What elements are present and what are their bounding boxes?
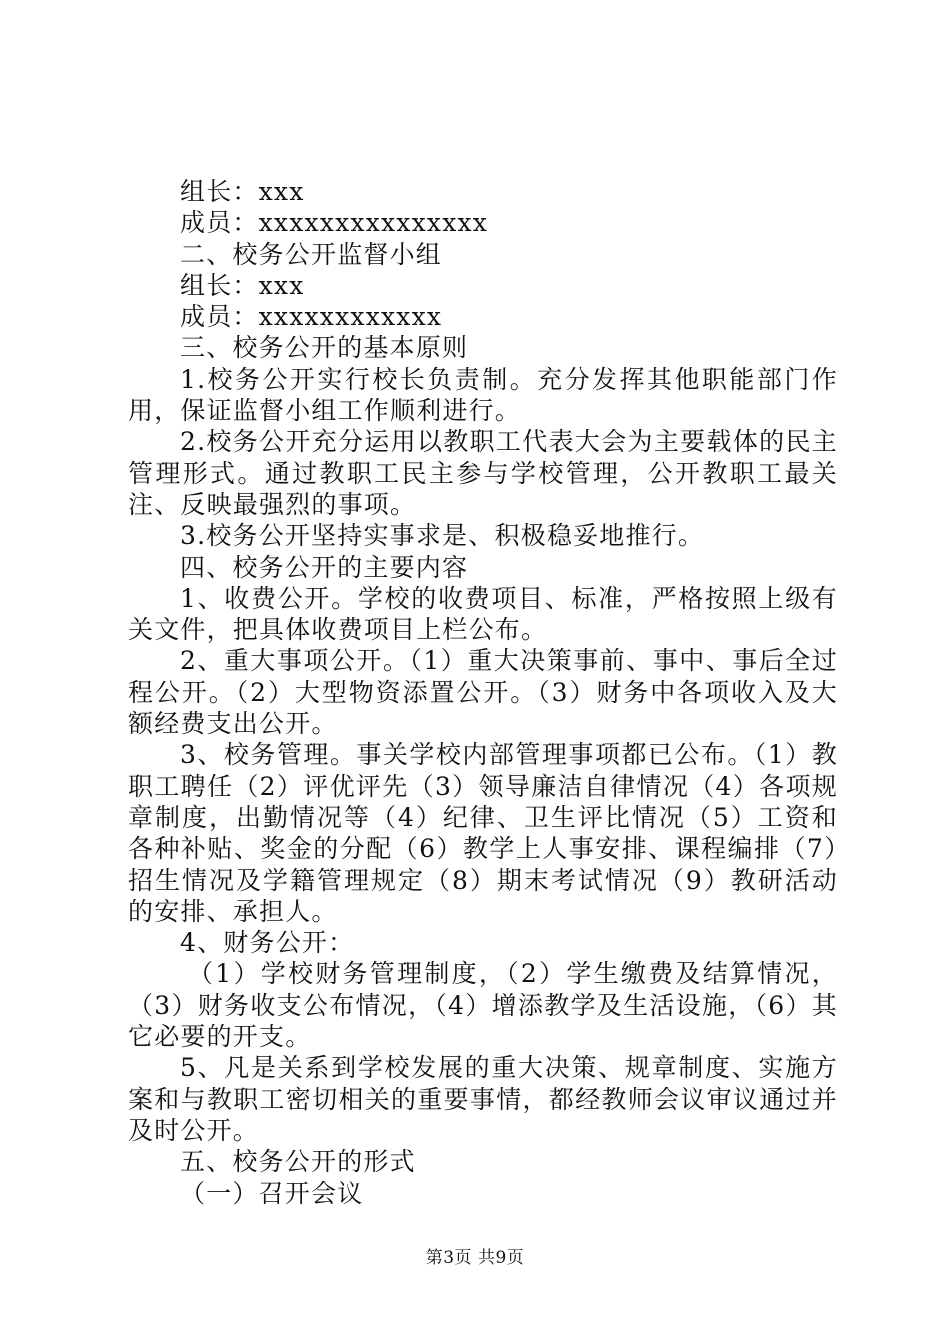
section-heading-4: 四、校务公开的主要内容 <box>180 552 469 582</box>
content-item-2: 2、重大事项公开。（1）重大决策事前、事中、事后全过程公开。（2）大型物资添置公开。（3）财务中各项收入及大额经费支出公开。 <box>128 646 838 739</box>
supervision-members-line: 成员：xxxxxxxxxxxx <box>180 302 443 332</box>
subsection-heading-1: （一）召开会议 <box>180 1178 364 1208</box>
section-heading-5: 五、校务公开的形式 <box>180 1147 416 1177</box>
document-body <box>128 176 838 1209</box>
content-item-5: 5、凡是关系到学校发展的重大决策、规章制度、实施方案和与教职工密切相关的重要事情，都经教师会议审议通过并及时公开。 <box>128 1053 838 1145</box>
section-heading-3: 三、校务公开的基本原则 <box>180 333 469 363</box>
page-number-footer: 第3页 共9页 <box>425 1248 525 1268</box>
content-item-4-details: （1）学校财务管理制度，（2）学生缴费及结算情况，（3）财务收支公布情况，（4）增添教学及生活设施，（6）其它必要的开支。 <box>128 959 838 1052</box>
content-item-4-heading: 4、财务公开： <box>180 928 355 958</box>
supervision-leader-line: 组长：xxx <box>180 270 305 300</box>
team-leader-line: 组长：xxx <box>180 177 305 206</box>
principle-1: 1.校务公开实行校长负责制。充分发挥其他职能部门作用，保证监督小组工作顺利进行。 <box>128 364 838 426</box>
section-heading-2: 二、校务公开监督小组 <box>180 239 443 269</box>
content-item-1: 1、收费公开。学校的收费项目、标准，严格按照上级有关文件，把具体收费项目上栏公布。 <box>128 583 838 645</box>
team-members-line: 成员：xxxxxxxxxxxxxxx <box>180 208 489 238</box>
principle-2: 2.校务公开充分运用以教职工代表大会为主要载体的民主管理形式。通过教职工民主参与学校管理，公开教职工最关注、反映最强烈的事项。 <box>128 427 838 519</box>
principle-3: 3.校务公开坚持实事求是、积极稳妥地推行。 <box>180 521 705 551</box>
content-item-3: 3、校务管理。事关学校内部管理事项都已公布。（1）教职工聘任（2）评优评先（3）领导廉洁自律情况（4）各项规章制度，出勤情况等（4）纪律、卫生评比情况（5）工资和各种补贴、奖金的分配（6）教学上人事安排、课程编排（7）招生情况及学籍管理规定（8）期末考试情况（9）教研活动的安排、承担人。 <box>128 740 838 926</box>
